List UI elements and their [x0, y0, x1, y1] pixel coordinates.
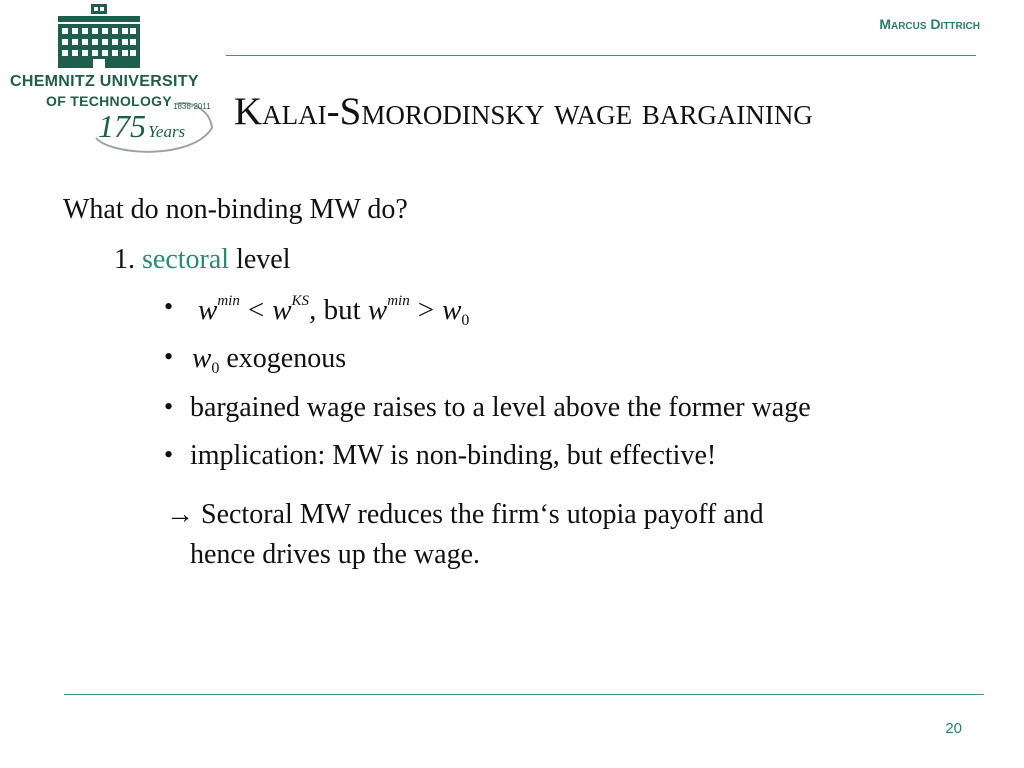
numbered-item [114, 246, 290, 274]
bullet-dot: • [164, 440, 174, 469]
university-name-line1: CHEMNITZ UNIVERSITY [10, 73, 199, 90]
university-name-line2: OF TECHNOLOGY [46, 93, 173, 109]
item-rest: level [236, 244, 291, 275]
page-number: 20 [945, 720, 962, 737]
arrow-right-icon: → [166, 499, 194, 530]
anniversary-number: 175 [98, 108, 146, 144]
bullet-text: $w_0$ exogenous [192, 342, 347, 377]
anniversary-years: 1836-2011 [173, 102, 211, 111]
item-keyword: sectoral [142, 244, 230, 275]
conclusion-text-1: Sectoral MW reduces the firm‘s utopia payoff and [201, 499, 764, 530]
bullet-dot: • [164, 292, 174, 321]
bullet-text: implication: MW is non-binding, but effective! [190, 440, 717, 471]
conclusion-line-1 [166, 501, 764, 529]
conclusion-line-2: hence drives up the wage. [190, 539, 480, 570]
bullet-dot: • [164, 392, 174, 421]
author-name: Marcus Dittrich [879, 16, 980, 32]
math-inequality: $w^{min} < w^{KS}$, but $w^{min} > w_0$ [198, 293, 470, 329]
footer-divider [64, 694, 984, 695]
bullet-text: bargained wage raises to a level above the former wage [190, 392, 811, 423]
slide-title: Kalai-Smorodinsky wage bargaining [234, 90, 813, 133]
question-text: What do non-binding MW do? [63, 194, 408, 225]
anniversary-label: Years [148, 122, 186, 141]
item-number: 1. [114, 244, 135, 275]
bullet-dot: • [164, 342, 174, 371]
